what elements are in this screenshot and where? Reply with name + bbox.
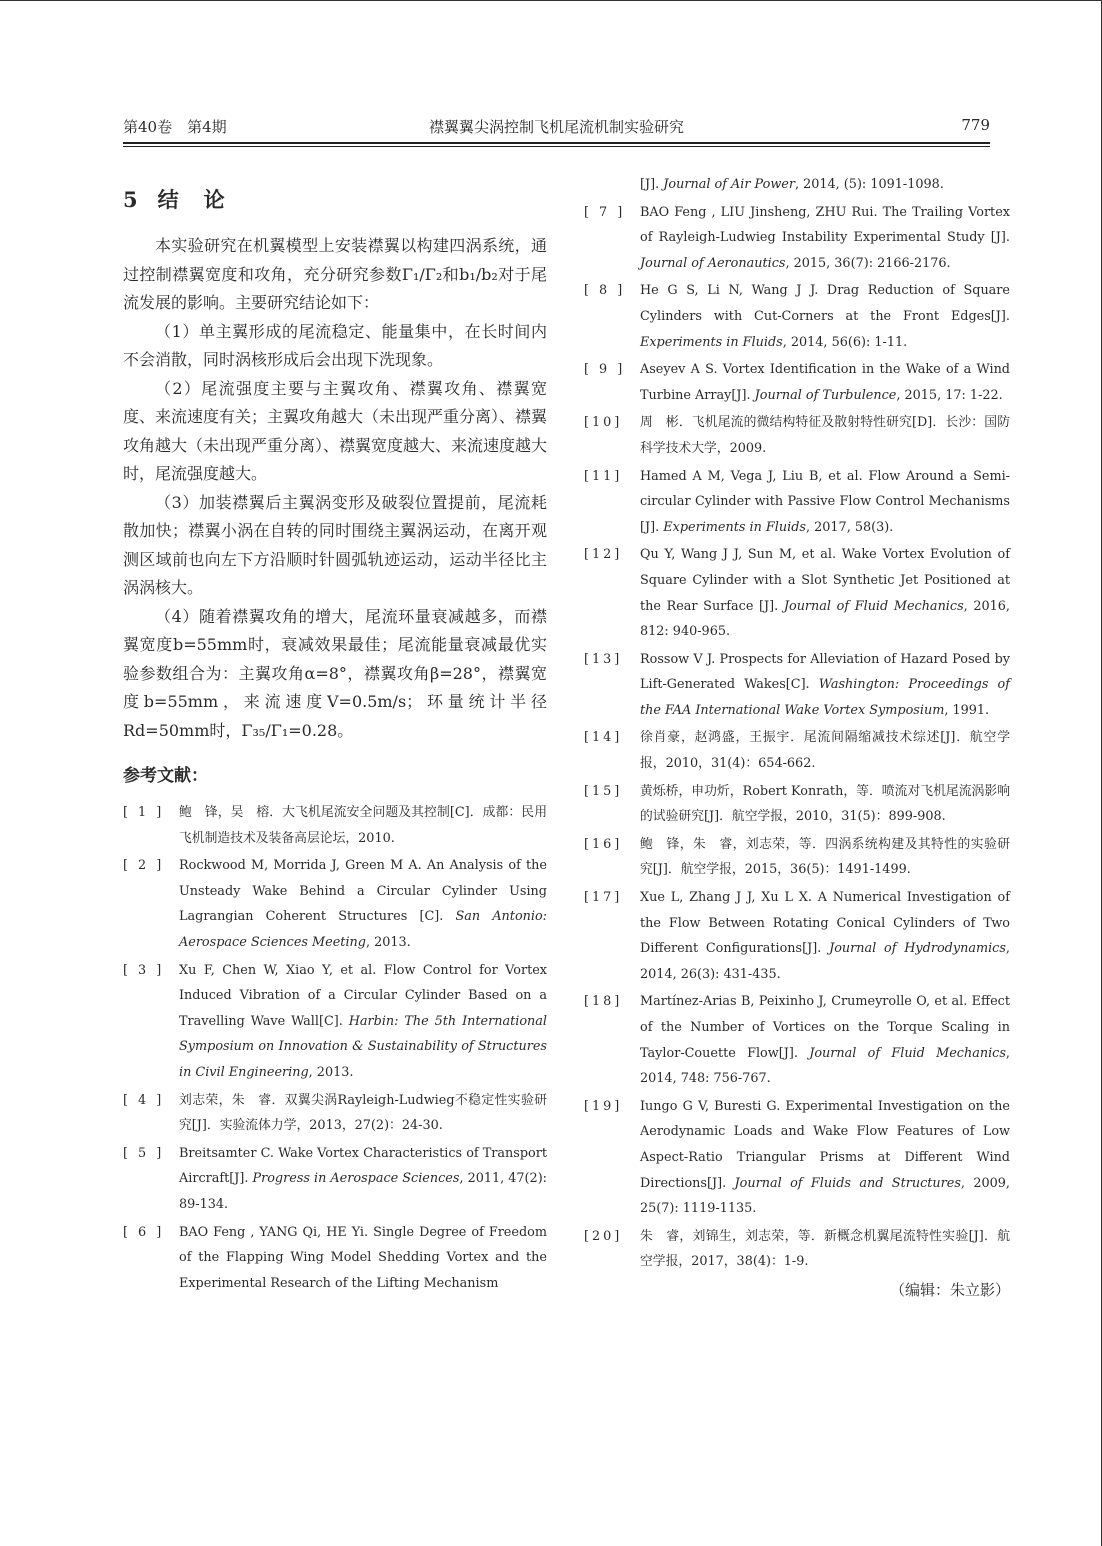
ref-journal: Journal of Air Power [663, 177, 795, 192]
reference-item [584, 647, 1010, 724]
reference-number: [ 2 ] [123, 858, 165, 874]
references-list-right [584, 200, 1010, 1275]
ref-text: BAO Feng , LIU Jinsheng, ZHU Rui. The Trailing Vortex of Rayleigh-Ludwieg Instability Experimental Study [J]. [640, 204, 1010, 246]
ref-journal: Journal of Fluids and Structures [734, 1175, 961, 1191]
reference-number: [ 7 ] [584, 204, 626, 220]
ref-tail: , 2013. [308, 1064, 354, 1080]
ref-text: [J]. [640, 177, 664, 192]
conclusion-paragraph: 本实验研究在机翼模型上安装襟翼以构建四涡系统，通过控制襟翼宽度和攻角，充分研究参数Γ₁/Γ₂和b₁/b₂对于尾流发展的影响。主要研究结论如下： [123, 236, 547, 312]
ref-text: 徐肖豪，赵鸿盛，王振宇．尾流间隔缩减技术综述[J]．航空学报，2010，31(4)：654-662. [640, 730, 1010, 772]
conclusion-paragraph: （1）单主翼形成的尾流稳定、能量集中，在长时间内不会消散，同时涡核形成后会出现下洗现象。 [123, 321, 547, 369]
section-heading [123, 184, 547, 214]
ref-tail: , 2011, 47(2): 89-134. [179, 1171, 547, 1212]
ref-tail: , 2015, 36(7): 2166-2176. [785, 255, 951, 271]
ref-text: 刘志荣，朱 睿．双翼尖涡Rayleigh-Ludwieg不稳定性实验研究[J]．实验流体力学，2013，27(2)：24-30. [179, 1092, 547, 1134]
page-top-border [0, 0, 1102, 1]
reference-item [584, 200, 1010, 277]
ref-journal: Journal of Fluid Mechanics [809, 1045, 1006, 1061]
ref-text: Qu Y, Wang J J, Sun M, et al. Wake Vortex Evolution of Square Cylinder with a Slot Synthetic Jet Positioned at the Rear Surface [J]. [640, 547, 1010, 614]
reference-number: [12] [584, 547, 623, 563]
reference-continuation [584, 172, 1010, 198]
running-header [123, 116, 990, 142]
ref-tail: , 2015, 17: 1-22. [896, 387, 1003, 403]
ref-journal: Journal of Fluid Mechanics [783, 598, 964, 614]
header-rule-thin [123, 146, 990, 147]
reference-text [640, 278, 1010, 355]
reference-item [584, 725, 1010, 776]
reference-number: [ 6 ] [123, 1224, 165, 1240]
ref-tail: , 2014, 748: 756-767. [640, 1045, 1010, 1087]
ref-journal: Washington: Proceedings of the FAA International Wake Vortex Symposium [640, 677, 1010, 718]
reference-number: [15] [584, 783, 623, 799]
references-heading: 参考文献： [123, 766, 208, 786]
reference-text [640, 357, 1010, 408]
reference-item [584, 357, 1010, 408]
reference-number: [16] [584, 836, 623, 852]
reference-number: [10] [584, 415, 623, 431]
section-number: 5 [123, 187, 140, 212]
reference-text [640, 200, 1010, 277]
reference-number: [ 3 ] [123, 962, 165, 978]
ref-text: 朱 睿，刘锦生，刘志荣，等．新概念机翼尾流特性实验[J]．航空学报，2017，38(4)：1-9. [640, 1228, 1010, 1270]
reference-item [584, 832, 1010, 883]
conclusion-paragraph: （4）随着襟翼攻角的增大，尾流环量衰减越多，而襟翼宽度b=55mm时，衰减效果最佳；尾流能量衰减最优实验参数组合为：主翼攻角α=8°，襟翼攻角β=28°，襟翼宽度b=55mm，来流速度V=0.5m/s；环量统计半径Rd=50mm时，Γ₃₅/Γ₁=0.28。 [123, 606, 547, 740]
reference-text [179, 1141, 547, 1218]
section-title: 结 论 [157, 187, 227, 212]
ref-tail: , 2014, (5): 1091-1098. [794, 177, 944, 192]
ref-tail: , 2014, 26(3): 431-435. [640, 941, 1010, 982]
ref-tail: , 2017, 58(3). [806, 519, 894, 535]
reference-text [640, 885, 1010, 987]
ref-text: 周 彬．飞机尾流的微结构特征及散射特性研究[D]．长沙：国防科学技术大学，2009. [640, 415, 1010, 456]
ref-text: Rossow V J. Prospects for Alleviation of Hazard Posed by Lift-Generated Wakes[C]. [640, 651, 1010, 693]
reference-item [584, 989, 1010, 1091]
ref-text: He G S, Li N, Wang J J. Drag Reduction of Square Cylinders with Cut-Corners at the Front Edges[J]. [640, 283, 1010, 324]
ref-journal: Journal of Turbulence [754, 387, 897, 403]
reference-item [123, 1141, 547, 1218]
reference-item [123, 958, 547, 1086]
ref-text: Xu F, Chen W, Xiao Y, et al. Flow Control for Vortex Induced Vibration of a Circular Cylinder Based on a Travelling Wave Wall[C]. [179, 962, 547, 1029]
ref-journal: San Antonio: Aerospace Sciences Meeting [179, 909, 547, 950]
reference-number: [11] [584, 468, 623, 484]
reference-number: [18] [584, 994, 623, 1010]
reference-item [584, 464, 1010, 541]
reference-text [640, 1094, 1010, 1222]
reference-number: [ 9 ] [584, 362, 626, 378]
ref-text: Xue L, Zhang J J, Xu L X. A Numerical Investigation of the Flow Between Rotating Conical Cylinders of Two Different Configurations[J]. [640, 890, 1010, 957]
reference-text [640, 725, 1010, 776]
reference-text [179, 1220, 547, 1297]
reference-item [123, 800, 547, 851]
reference-text [640, 832, 1010, 883]
conclusion-paragraph: （3）加装襟翼后主翼涡变形及破裂位置提前，尾流耗散加快；襟翼小涡在自转的同时围绕主翼涡运动，在离开观测区域前也向左下方沿顺时针圆弧轨迹运动，运动半径比主涡涡核大。 [123, 492, 547, 597]
ref-text: Martínez-Arias B, Peixinho J, Crumeyrolle O, et al. Effect of the Number of Vortices on the Torque Scaling in Taylor-Couette Flow[J]. [640, 994, 1010, 1061]
ref-text: Hamed A M, Vega J, Liu B, et al. Flow Around a Semi-circular Cylinder with Passive Flow Control Mechanisms [J]. [640, 468, 1010, 535]
reference-text [179, 853, 547, 955]
reference-text [640, 1224, 1010, 1275]
header-title: 襟翼翼尖涡控制飞机尾流机制实验研究 [428, 118, 684, 136]
ref-text: Rockwood M, Morrida J, Green M A. An Analysis of the Unsteady Wake Behind a Circular Cylinder Using Lagrangian Coherent Structures [C]. [179, 858, 547, 925]
ref-tail: , 1991. [944, 702, 990, 718]
references-list-left [123, 800, 547, 1296]
reference-number: [ 1 ] [123, 805, 165, 820]
ref-tail: , 2016, 812: 940-965. [640, 598, 1010, 640]
ref-journal: Experiments in Fluids [663, 519, 806, 535]
reference-item [123, 1220, 547, 1297]
ref-tail: , 2014, 56(6): 1-11. [782, 334, 908, 350]
ref-text: BAO Feng , YANG Qi, HE Yi. Single Degree of Freedom of the Flapping Wing Model Shedding Vortex and the Experimental Research of the Lifting Mechanism [179, 1224, 547, 1291]
reference-text [640, 542, 1010, 644]
editor-credit: （编辑：朱立影） [889, 1280, 1010, 1299]
reference-item [584, 1224, 1010, 1275]
reference-number: [ 5 ] [123, 1145, 165, 1161]
header-volume: 第40卷 第4期 [123, 118, 227, 136]
reference-number: [17] [584, 890, 623, 906]
reference-text [640, 464, 1010, 541]
ref-journal: Journal of Aeronautics [640, 255, 786, 271]
left-column [123, 178, 547, 1298]
conclusion-paragraph: （2）尾流强度主要与主翼攻角、襟翼攻角、襟翼宽度、来流速度有关；主翼攻角越大（未出现严重分离）、襟翼攻角越大（未出现严重分离）、襟翼宽度越大、来流速度越大时，尾流强度越大。 [123, 378, 548, 483]
ref-text: 鲍 锋，朱 睿，刘志荣，等．四涡系统构建及其特性的实验研究[J]．航空学报，2015，36(5)：1491-1499. [640, 836, 1010, 878]
reference-item [584, 1094, 1010, 1222]
right-column [584, 172, 1010, 1300]
ref-text: 鲍 锋，吴 榕．大飞机尾流安全问题及其控制[C]．成都：民用飞机制造技术及装备高层论坛，2010. [179, 805, 547, 846]
ref-journal: Progress in Aerospace Sciences [252, 1171, 460, 1187]
reference-text [640, 989, 1010, 1091]
ref-text: Aseyev A S. Vortex Identification in the Wake of a Wind Turbine Array[J]. [640, 362, 1010, 403]
ref-text: Breitsamter C. Wake Vortex Characteristics of Transport Aircraft[J]. [179, 1145, 547, 1187]
reference-text [179, 958, 547, 1086]
ref-journal: Harbin: The 5th International Symposium on Innovation & Sustainability of Structures in Civil Engineering [179, 1013, 547, 1080]
reference-item [584, 278, 1010, 355]
reference-item [123, 1088, 547, 1139]
ref-journal: Experiments in Fluids [640, 334, 783, 350]
reference-text [179, 800, 547, 851]
header-rule-thick [123, 142, 990, 144]
reference-text [640, 779, 1010, 830]
reference-item [584, 410, 1010, 461]
reference-item [123, 853, 547, 955]
reference-item [584, 542, 1010, 644]
ref-text: 黄烁桥，申功炘，Robert Konrath，等．喷流对飞机尾流涡影响的试验研究[J]．航空学报，2010，31(5)：899-908. [640, 783, 1010, 825]
ref-text: Iungo G V, Buresti G. Experimental Investigation on the Aerodynamic Loads and Wake Flow Features of Low Aspect-Ratio Triangular Prisms at Different Wind Directions[J]. [640, 1098, 1010, 1191]
reference-text [179, 1088, 547, 1139]
reference-number: [13] [584, 651, 623, 667]
ref-journal: Journal of Hydrodynamics [829, 941, 1006, 957]
reference-number: [20] [584, 1228, 623, 1244]
reference-item [584, 779, 1010, 830]
reference-text [640, 647, 1010, 724]
ref-tail: , 2009, 25(7): 1119-1135. [640, 1175, 1010, 1217]
reference-number: [ 8 ] [584, 283, 626, 299]
ref-tail: , 2013. [365, 934, 411, 950]
header-page-number: 779 [961, 116, 990, 134]
reference-number: [19] [584, 1098, 623, 1114]
reference-number: [14] [584, 730, 623, 746]
reference-text [640, 410, 1010, 461]
reference-item [584, 885, 1010, 987]
reference-number: [ 4 ] [123, 1092, 165, 1108]
